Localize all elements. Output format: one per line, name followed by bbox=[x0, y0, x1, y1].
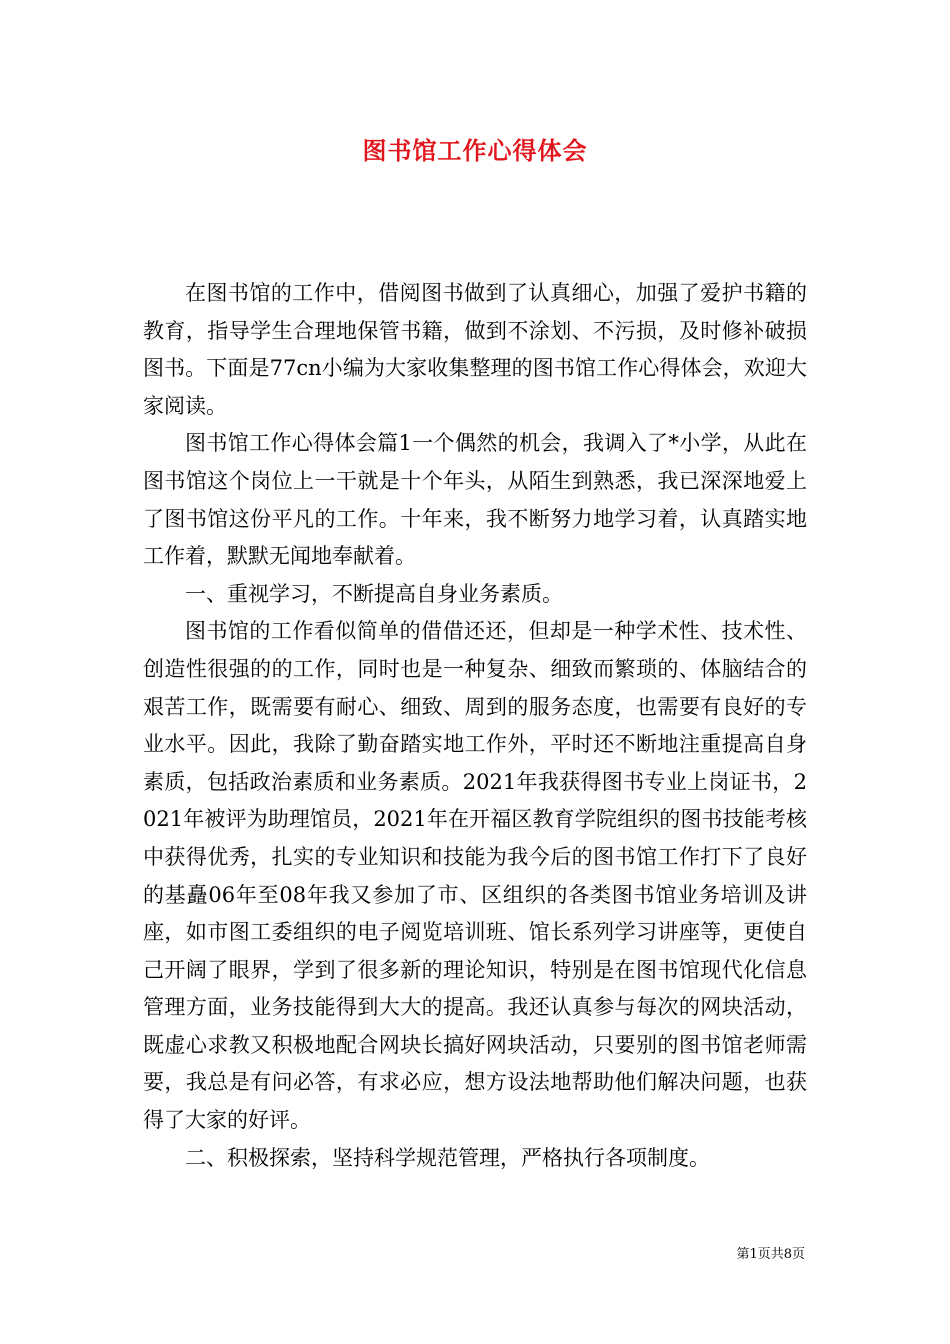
page-number: 第1页共8页 bbox=[736, 1247, 805, 1262]
paragraph-article-1: 图书馆工作心得体会篇1一个偶然的机会，我调入了*小学，从此在图书馆这个岗位上一干就是十个年头，从陌生到熟悉，我已深深地爱上了图书馆这份平凡的工作。十年来，我不断努力地学习着，认真踏实地工作着，默默无闻地奉献着。 bbox=[143, 431, 807, 569]
document-body bbox=[143, 275, 807, 1177]
page-title: 图书馆工作心得体会 bbox=[362, 136, 588, 165]
section-heading-1: 一、重视学习，不断提高自身业务素质。 bbox=[185, 581, 563, 606]
paragraph-section-1: 图书馆的工作看似简单的借借还还，但却是一种学术性、技术性、创造性很强的的工作，同时也是一种复杂、细致而繁琐的、体脑结合的艰苦工作，既需要有耐心、细致、周到的服务态度，也需要有良好的专业水平。因此，我除了勤奋踏实地工作外，平时还不断地注重提高自身素质，包括政治素质和业务素质。2021年我获得图书专业上岗证书，2021年被评为助理馆员，2021年在开福区教育学院组织的图书技能考核中获得优秀，扎实的专业知识和技能为我今后的图书馆工作打下了良好的基矗06年至08年我又参加了市、区组织的各类图书馆业务培训及讲座，如市图工委组织的电子阅览培训班、馆长系列学习讲座等，更使自己开阔了眼界，学到了很多新的理论知识，特别是在图书馆现代化信息管理方面，业务技能得到大大的提高。我还认真参与每次的网块活动，既虚心求教又积极地配合网块长搞好网块活动，只要别的图书馆老师需要，我总是有问必答，有求必应，想方设法地帮助他们解决问题，也获得了大家的好评。 bbox=[143, 619, 807, 1133]
section-heading-2: 二、积极探索，坚持科学规范管理，严格执行各项制度。 bbox=[185, 1145, 710, 1170]
paragraph-intro: 在图书馆的工作中，借阅图书做到了认真细心，加强了爱护书籍的教育，指导学生合理地保管书籍，做到不涂划、不污损，及时修补破损图书。下面是77cn小编为大家收集整理的图书馆工作心得体会，欢迎大家阅读。 bbox=[143, 281, 807, 418]
